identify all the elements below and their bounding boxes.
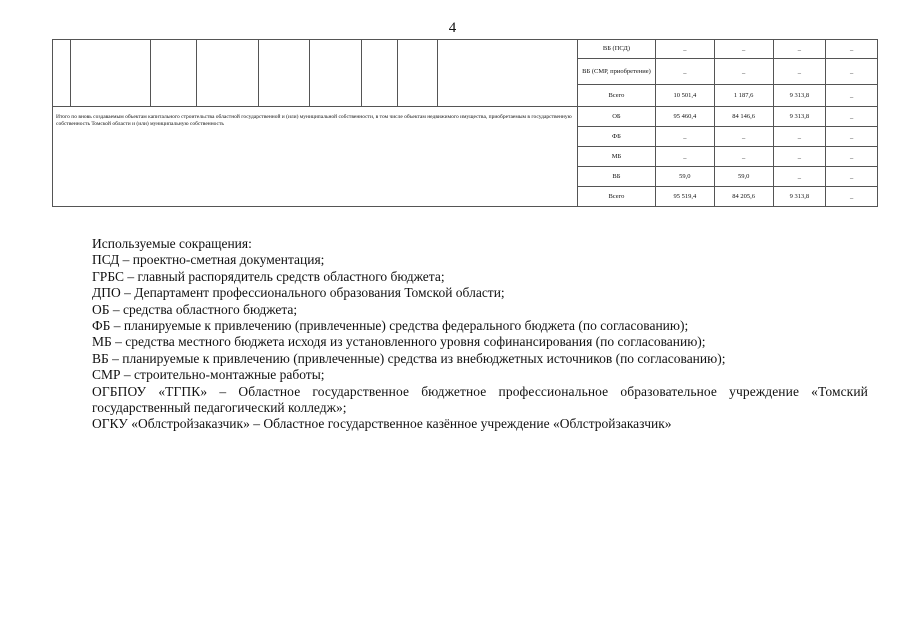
funding-source-cell: ФБ [577, 127, 655, 147]
value-cell: _ [655, 127, 714, 147]
funding-source-cell: ОБ [577, 107, 655, 127]
value-cell: _ [826, 107, 878, 127]
funding-source-cell: ВБ [577, 167, 655, 187]
value-cell: _ [714, 147, 773, 167]
funding-source-cell: МБ [577, 147, 655, 167]
value-cell: _ [773, 127, 826, 147]
blank-cell [196, 40, 258, 107]
value-cell: 9 313,8 [773, 107, 826, 127]
value-cell: _ [714, 40, 773, 59]
value-cell: _ [773, 167, 826, 187]
abbreviation-item: ПСД – проектно-сметная документация; [92, 252, 325, 268]
table-row [53, 40, 878, 59]
funding-source-cell: ВБ (СМР, приобретение) [577, 59, 655, 85]
value-cell: _ [655, 40, 714, 59]
blank-cell [71, 40, 151, 107]
value-cell: _ [826, 59, 878, 85]
value-cell: 59,0 [714, 167, 773, 187]
value-cell: 9 313,8 [773, 85, 826, 107]
value-cell: 10 501,4 [655, 85, 714, 107]
abbreviation-item: МБ – средства местного бюджета исходя из установленного уровня софинансирования (по согласованию); [92, 334, 706, 350]
abbreviation-item: СМР – строительно-монтажные работы; [92, 367, 325, 383]
value-cell: _ [655, 59, 714, 85]
value-cell: _ [773, 59, 826, 85]
value-cell: 95 519,4 [655, 187, 714, 207]
abbreviations-heading: Используемые сокращения: [92, 236, 252, 251]
abbreviation-item-ogbpou: ОГБПОУ «ТГПК» – Областное государственное бюджетное профессиональное образовательное учреждение «Томский [92, 383, 868, 399]
value-cell: _ [826, 40, 878, 59]
blank-cell [53, 40, 71, 107]
blank-cell [151, 40, 197, 107]
budget-table [52, 39, 878, 207]
value-cell: _ [826, 127, 878, 147]
value-cell: _ [714, 59, 773, 85]
value-cell: _ [826, 167, 878, 187]
abbreviation-item-ogku: ОГКУ «Облстройзаказчик» – Областное государственное казённое учреждение «Облстройзаказчик» [92, 416, 672, 432]
table-row [53, 107, 878, 127]
abbreviations-section [92, 236, 868, 433]
abbreviation-item: ГРБС – главный распорядитель средств областного бюджета; [92, 268, 445, 284]
value-cell: _ [826, 187, 878, 207]
funding-source-cell: Всего [577, 187, 655, 207]
blank-cell [397, 40, 438, 107]
value-cell: _ [773, 40, 826, 59]
page-number: 4 [448, 20, 457, 36]
value-cell: _ [826, 85, 878, 107]
abbreviation-item: ВБ – планируемые к привлечению (привлеченные) средства из внебюджетных источников (по согласованию); [92, 350, 726, 366]
blank-cell [310, 40, 362, 107]
value-cell: 84 146,6 [714, 107, 773, 127]
value-cell: 95 460,4 [655, 107, 714, 127]
abbreviation-item: ДПО – Департамент профессионального образования Томской области; [92, 285, 505, 301]
blank-cell [258, 40, 310, 107]
total-label: Итого по вновь создаваемым объектам капитального строительства областной государственной и (или) муниципальной собственности, в том числе объектам недвижимого имущества, приобретаемым в государственную собственность Томской области и (или) муниципальную собственность [53, 107, 578, 207]
value-cell: _ [655, 147, 714, 167]
funding-source-cell: ВБ (ПСД) [577, 40, 655, 59]
value-cell: _ [714, 127, 773, 147]
value-cell: 9 313,8 [773, 187, 826, 207]
value-cell: 59,0 [655, 167, 714, 187]
abbreviation-item: ФБ – планируемые к привлечению (привлеченные) средства федерального бюджета (по согласованию); [92, 318, 689, 334]
funding-source-cell: Всего [577, 85, 655, 107]
blank-cell [438, 40, 578, 107]
blank-cell [362, 40, 397, 107]
abbreviation-item: ОБ – средства областного бюджета; [92, 301, 298, 317]
value-cell: _ [826, 147, 878, 167]
abbreviation-item-ogbpou-cont: государственный педагогический колледж»; [92, 400, 347, 416]
value-cell: 1 187,6 [714, 85, 773, 107]
value-cell: _ [773, 147, 826, 167]
value-cell: 84 205,6 [714, 187, 773, 207]
